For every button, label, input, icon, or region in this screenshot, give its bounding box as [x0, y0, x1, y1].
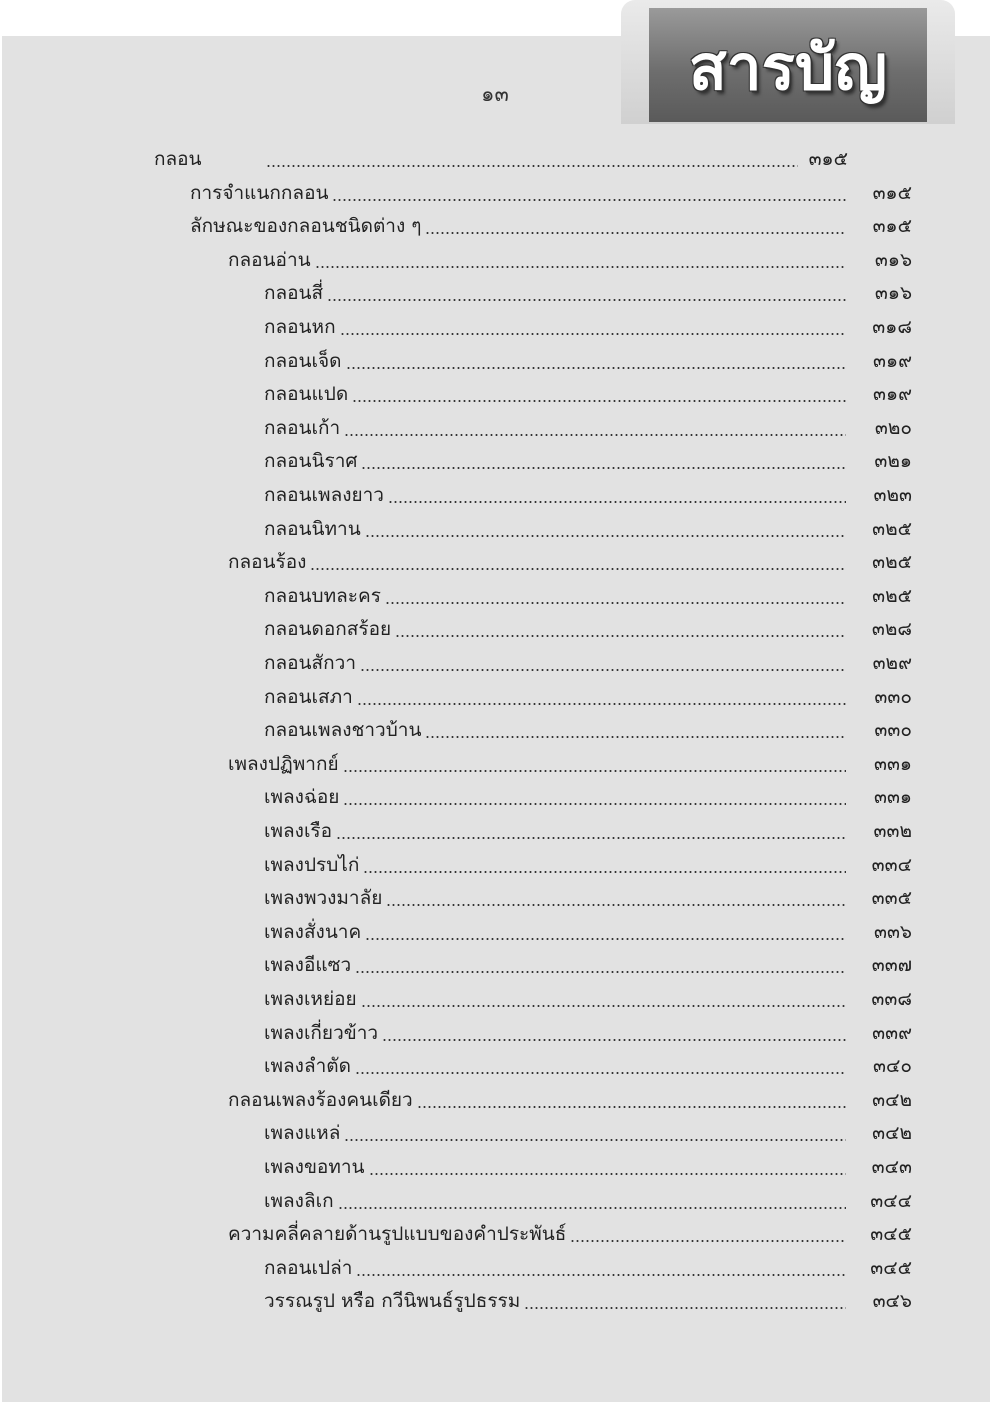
dot-leader: [266, 165, 798, 167]
toc-entry-title: ลักษณะของกลอนชนิดต่าง ๆ: [190, 215, 422, 238]
dot-leader: [340, 333, 846, 335]
toc-entry-page: ๓๔๓: [871, 1156, 912, 1178]
toc-entry: [264, 646, 912, 676]
toc-entry-title: กลอนนิราศ: [264, 450, 358, 473]
toc-entry-title: การจำแนกกลอน: [190, 181, 329, 204]
toc-entry: [264, 1251, 912, 1281]
toc-entry-title: กลอนเพลงร้องคนเดียว: [228, 1088, 413, 1111]
toc-entry-page: ๓๔๔: [870, 1189, 912, 1212]
page-title: สารบัญ: [688, 30, 888, 104]
toc-entry: [264, 814, 912, 844]
toc-entry: [264, 1116, 912, 1146]
toc-entry-page: ๓๓๑: [873, 752, 912, 775]
dot-leader: [356, 1274, 846, 1276]
toc-entry-title: เพลงฉ่อย: [264, 786, 340, 809]
toc-entry-page: ๓๑๕: [808, 148, 848, 170]
toc-entry-title: กลอนแปด: [264, 383, 349, 406]
toc-entry: [264, 680, 912, 710]
dot-leader: [344, 1139, 846, 1141]
toc-entry-page: ๓๓๐: [874, 685, 912, 708]
toc-entry-page: ๓๓๙: [872, 1021, 912, 1044]
dot-leader: [343, 770, 846, 772]
toc-entry: [264, 444, 912, 474]
toc-entry: [264, 512, 912, 542]
dot-leader: [386, 904, 846, 906]
toc-entry-title: กลอนเพลงชาวบ้าน: [264, 719, 422, 742]
toc-entry: [264, 276, 912, 306]
toc-entry-title: กลอนเปล่า: [264, 1256, 353, 1279]
toc-entry: [264, 377, 912, 407]
toc-entry-title: กลอน: [154, 148, 202, 170]
dot-leader: [361, 1005, 846, 1007]
toc-entry-page: ๓๒๘: [871, 618, 912, 641]
dot-leader: [395, 635, 846, 637]
dot-leader: [385, 602, 846, 604]
toc-entry-title: กลอนนิทาน: [264, 517, 361, 540]
toc-entry-title: เพลงแหล่: [264, 1122, 341, 1145]
toc-entry-title: เพลงเหย่อย: [264, 988, 357, 1010]
dot-leader: [357, 703, 846, 705]
dot-leader: [365, 535, 846, 537]
toc-entry-page: ๓๔๐: [873, 1055, 912, 1078]
dot-leader: [343, 803, 846, 805]
toc-entry: [154, 142, 848, 172]
toc-entry-page: ๓๑๙: [873, 349, 912, 372]
toc-entry-page: ๓๑๖: [874, 248, 912, 271]
dot-leader: [327, 299, 846, 301]
toc-entry-title: ความคลี่คลายด้านรูปแบบของคำประพันธ์: [228, 1223, 567, 1246]
toc-entry-title: กลอนหก: [264, 316, 336, 338]
toc-entry-page: ๓๓๖: [873, 920, 912, 943]
toc-entry: [264, 848, 912, 878]
dot-leader: [360, 669, 846, 671]
toc-entry-title: เพลงปรบไก่: [264, 853, 360, 876]
toc-entry-title: กลอนเพลงยาว: [264, 484, 384, 506]
toc-entry: [228, 747, 912, 777]
dot-leader: [363, 871, 846, 873]
toc-entry: [264, 780, 912, 810]
toc-entry-page: ๓๔๕: [870, 1256, 912, 1279]
toc-entry-page: ๓๓๐: [874, 719, 912, 742]
dot-leader: [344, 434, 846, 436]
toc-entry-title: เพลงพวงมาลัย: [264, 887, 383, 910]
dot-leader: [524, 1307, 846, 1309]
toc-entry-page: ๓๑๕: [872, 215, 912, 238]
toc-entry: [228, 243, 912, 273]
toc-entry: [264, 881, 912, 911]
toc-entry-title: เพลงลิเก: [264, 1189, 334, 1212]
toc-entry: [264, 344, 912, 374]
toc-entry-title: กลอนเก้า: [264, 416, 341, 439]
toc-entry-page: ๓๓๒: [873, 820, 912, 842]
toc-entry-page: ๓๒๐: [874, 416, 912, 439]
toc-entry-title: เพลงขอทาน: [264, 1156, 365, 1178]
toc-entry: [264, 478, 912, 508]
toc-entry-page: ๓๓๘: [871, 988, 912, 1010]
dot-leader: [310, 568, 846, 570]
toc-entry-page: ๓๒๑: [874, 450, 912, 473]
dot-leader: [369, 1173, 846, 1175]
page-number: ๑๓: [481, 82, 509, 106]
toc-entry-title: กลอนร้อง: [228, 551, 307, 574]
toc-entry-page: ๓๓๔: [871, 853, 912, 876]
dot-leader: [332, 199, 846, 201]
toc-entry-page: ๓๒๕: [872, 517, 912, 540]
toc-entry: [264, 310, 912, 340]
toc-entry-title: กลอนเสภา: [264, 685, 353, 708]
toc-entry-page: ๓๒๙: [872, 652, 912, 674]
toc-entry-page: ๓๑๕: [872, 181, 912, 204]
toc-entry: [264, 948, 912, 978]
dot-leader: [355, 1072, 846, 1074]
toc-entry-page: ๓๑๖: [874, 282, 912, 305]
toc-entry-title: เพลงอีแซว: [264, 954, 352, 977]
dot-leader: [338, 1207, 846, 1209]
toc-entry: [228, 1083, 912, 1113]
dot-leader: [352, 400, 846, 402]
dot-leader: [346, 367, 846, 369]
toc-entry-page: ๓๒๕: [872, 551, 912, 574]
dot-leader: [315, 266, 846, 268]
dot-leader: [570, 1240, 846, 1242]
dot-leader: [425, 232, 846, 234]
toc-entry: [264, 982, 912, 1012]
toc-entry-page: ๓๑๘: [872, 316, 912, 338]
toc-entry: [190, 176, 912, 206]
dot-leader: [336, 837, 846, 839]
toc-entry-title: เพลงเรือ: [264, 820, 333, 842]
toc-entry-page: ๓๔๒: [872, 1088, 912, 1111]
toc-entry: [228, 1217, 912, 1247]
dot-leader: [355, 971, 846, 973]
toc-entry-page: ๓๓๕: [871, 887, 912, 910]
toc-entry: [264, 411, 912, 441]
toc-entry-page: ๓๒๓: [873, 484, 912, 506]
dot-leader: [417, 1106, 846, 1108]
toc-entry-title: เพลงปฏิพากย์: [228, 752, 339, 775]
toc-entry: [264, 1284, 912, 1314]
toc-entry: [264, 713, 912, 743]
toc-entry-page: ๓๓๑: [873, 786, 912, 809]
toc-entry-title: เพลงลำตัด: [264, 1055, 351, 1078]
toc-entry: [264, 1016, 912, 1046]
toc-entry: [190, 209, 912, 239]
toc-entry-page: ๓๓๗: [871, 954, 912, 977]
toc-entry: [228, 545, 912, 575]
toc-entry-page: ๓๔๖: [872, 1290, 912, 1313]
toc-entry-title: กลอนเจ็ด: [264, 349, 342, 372]
dot-leader: [365, 938, 846, 940]
toc-entry-title: วรรณรูป หรือ กวีนิพนธ์รูปธรรม: [264, 1290, 521, 1313]
toc-entry-page: ๓๔๒: [872, 1122, 912, 1145]
toc-entry: [264, 579, 912, 609]
toc-entry-title: กลอนบทละคร: [264, 584, 381, 607]
toc-entry: [264, 1184, 912, 1214]
toc-entry-title: เพลงสั่งนาค: [264, 920, 362, 943]
toc-entry-title: กลอนสี่: [264, 282, 324, 305]
toc-entry-title: กลอนดอกสร้อย: [264, 618, 392, 641]
dot-leader: [388, 501, 846, 503]
toc-entry: [264, 1150, 912, 1180]
dot-leader: [425, 736, 846, 738]
toc-entry-title: กลอนอ่าน: [228, 248, 311, 271]
toc-entry-page: ๓๑๙: [873, 383, 912, 406]
toc-entry-page: ๓๒๕: [872, 584, 912, 607]
dot-leader: [382, 1039, 846, 1041]
toc-entry-title: กลอนสักวา: [264, 652, 356, 674]
dot-leader: [361, 467, 846, 469]
toc-entry: [264, 1049, 912, 1079]
toc-entry-title: เพลงเกี่ยวข้าว: [264, 1021, 379, 1044]
toc-entry: [264, 612, 912, 642]
toc-entry-page: ๓๔๕: [870, 1223, 912, 1246]
toc-entry: [264, 915, 912, 945]
